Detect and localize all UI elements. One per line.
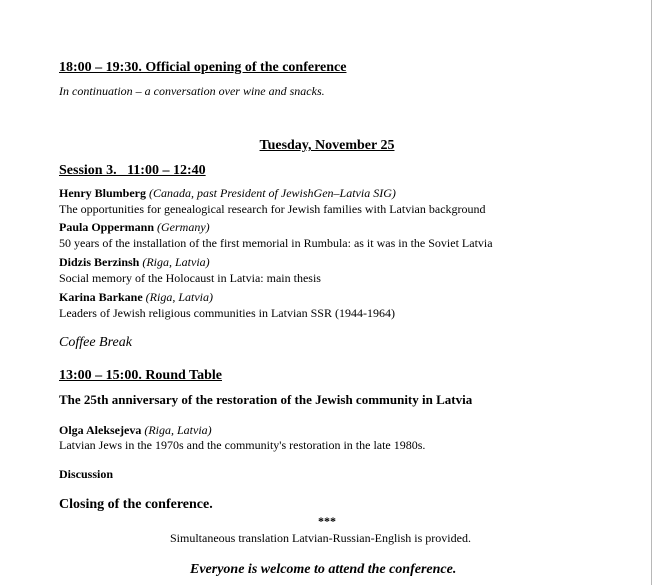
round-table-subtitle: The 25th anniversary of the restoration of the Jewish community in Latvia xyxy=(59,392,473,407)
speaker-name: Didzis Berzinsh xyxy=(59,255,140,269)
speaker-affiliation: (Riga, Latvia) xyxy=(145,290,213,304)
speaker-affiliation: (Canada, past President of JewishGen–Latvia SIG) xyxy=(149,186,396,200)
talk-speaker-line xyxy=(59,255,210,270)
page-edge-divider xyxy=(651,0,652,585)
speaker-affiliation: (Riga, Latvia) xyxy=(142,255,210,269)
talk-speaker-line xyxy=(59,423,212,438)
closing-heading: Closing of the conference. xyxy=(59,497,213,512)
welcome-note: Everyone is welcome to attend the conference. xyxy=(190,562,457,577)
talk-title: 50 years of the installation of the first memorial in Rumbula: as it was in the Soviet Latvia xyxy=(59,236,493,250)
separator: *** xyxy=(318,514,336,528)
day-heading: Tuesday, November 25 xyxy=(259,138,395,153)
session-3-heading: Session 3. 11:00 – 12:40 xyxy=(59,163,206,178)
discussion-label: Discussion xyxy=(59,467,114,481)
talk-title: The opportunities for genealogical research for Jewish families with Latvian background xyxy=(59,202,486,216)
speaker-affiliation: (Germany) xyxy=(157,220,210,234)
speaker-name: Karina Barkane xyxy=(59,290,143,304)
talk-title: Leaders of Jewish religious communities in Latvian SSR (1944-1964) xyxy=(59,306,395,320)
talk-title: Latvian Jews in the 1970s and the community's restoration in the late 1980s. xyxy=(59,438,426,452)
speaker-affiliation: (Riga, Latvia) xyxy=(144,423,212,437)
opening-note: In continuation – a conversation over wine and snacks. xyxy=(59,84,325,98)
opening-heading: 18:00 – 19:30. Official opening of the conference xyxy=(59,60,347,75)
speaker-name: Henry Blumberg xyxy=(59,186,146,200)
talk-speaker-line xyxy=(59,290,213,305)
talk-speaker-line xyxy=(59,220,210,235)
translation-note: Simultaneous translation Latvian-Russian-English is provided. xyxy=(170,531,471,545)
coffee-break: Coffee Break xyxy=(59,335,132,350)
talk-speaker-line xyxy=(59,186,396,201)
speaker-name: Paula Oppermann xyxy=(59,220,155,234)
talk-title: Social memory of the Holocaust in Latvia: main thesis xyxy=(59,271,321,285)
round-table-heading: 13:00 – 15:00. Round Table xyxy=(59,368,222,383)
speaker-name: Olga Aleksejeva xyxy=(59,423,142,437)
